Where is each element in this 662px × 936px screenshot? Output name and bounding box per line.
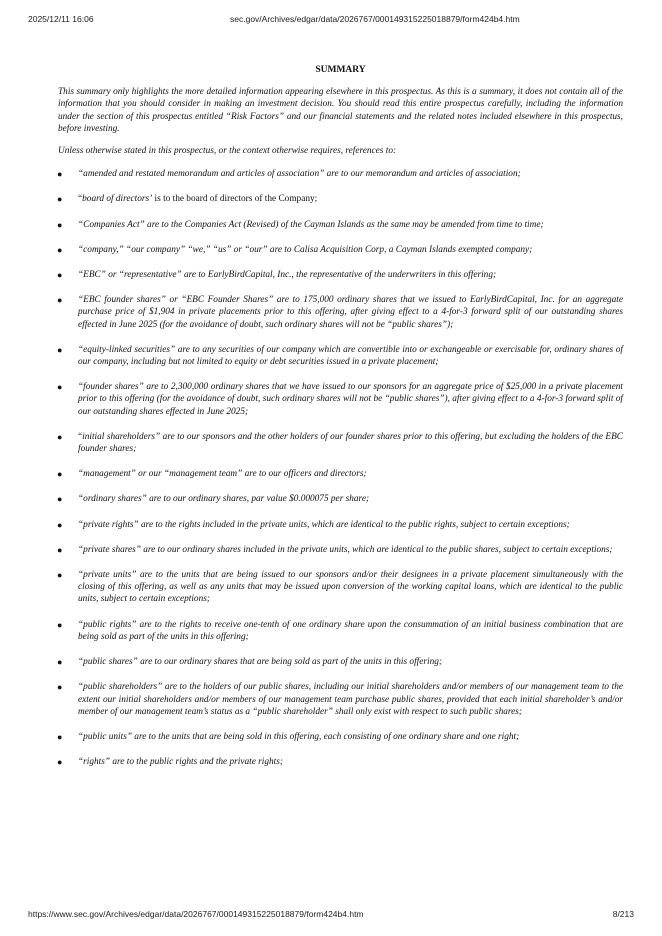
bullet-icon: ● [57,194,63,205]
list-item [58,493,623,505]
list-item [58,431,623,455]
list-item [58,519,623,531]
bullet-icon: ● [57,757,63,768]
definition-open-quote: “ [78,431,83,442]
bullet-icon: ● [57,244,63,255]
list-item [58,468,623,480]
definition-text: “public shares” are to our ordinary shares that are being sold as part of the units in this offering; [78,657,442,668]
definition-open-quote: “ [78,194,83,205]
bullet-icon: ● [57,570,63,581]
list-item [58,219,623,231]
list-item [58,244,623,256]
bullet-icon: ● [57,270,63,281]
list-item [58,294,623,331]
bullet-icon: ● [57,219,63,230]
bullet-icon: ● [57,382,63,393]
bullet-icon: ● [57,431,63,442]
list-item [58,656,623,668]
bullet-icon: ● [57,731,63,742]
definition-text: “amended and restated memorandum and articles of association” are to our memorandum and articles of association; [78,169,521,180]
definition-text: ” are to our sponsors and the other holders of our founder shares prior to this offering, but excluding the holders of the EBC founder shares; [78,431,623,455]
print-footer-url[interactable]: https://www.sec.gov/Archives/edgar/data/2026767/000149315225018879/form424b4.htm [28,909,364,919]
definition-term: initial shareholders [82,431,156,442]
list-item [58,619,623,643]
print-datetime: 2025/12/11 16:06 [28,14,94,24]
bullet-icon: ● [57,657,63,668]
definition-text: “company,” “our company” “we,” “us” or “our” are to Calisa Acquisition Corp, a Cayman Islands exempted company; [78,244,533,255]
definition-text: “public units” are to the units that are being sold in this offering, each consisting of one ordinary share and one right; [78,731,520,742]
bullet-icon: ● [57,469,63,480]
definition-text: “private units” are to the units that are being issued to our sponsors and/or their designees in a private placement simultaneously with the closing of this offering, as well as any units that may be issued upon conversion of the working capital loans, which are identical to the public units, subject to certain exceptions; [78,570,623,605]
definition-text: “rights” are to the public rights and the private rights; [78,757,283,768]
definition-text: “EBC founder shares” or “EBC Founder Shares” are to 175,000 ordinary shares that we issued to EarlyBirdCapital, Inc. for an aggregate purchase price of $1,904 in private placements prior to this offering, after giving effect to a 4-for-3 forward split of our outstanding shares effected in June 2025 (for the avoidance of doubt, such ordinary shares will not be “public shares”); [78,295,623,330]
document-body [58,64,623,781]
list-item [58,193,623,205]
list-item [58,756,623,768]
bullet-icon: ● [57,169,63,180]
bullet-icon: ● [57,494,63,505]
bullet-icon: ● [57,295,63,306]
definition-text: “Companies Act” are to the Companies Act (Revised) of the Cayman Islands as the same may be amended from time to time; [78,219,544,230]
definition-text: “private rights” are to the rights included in the private units, which are identical to the public rights, subject to certain exceptions; [78,519,570,530]
page-number: 8/213 [612,909,634,919]
definition-text: “founder shares” are to 2,300,000 ordinary shares that we have issued to our sponsors for an aggregate price of $25,000 in a private placement prior to this offering (for the avoidance of doubt, such ordinary shares will not be “public shares”), after giving effect to a 4-for-3 forward split of our outstanding shares effected in June 2025; [78,382,623,417]
bullet-icon: ● [57,544,63,555]
print-header-url[interactable]: sec.gov/Archives/edgar/data/2026767/000149315225018879/form424b4.htm [230,14,520,24]
browser-print-footer [28,909,634,921]
references-lead: Unless otherwise stated in this prospectus, or the context otherwise requires, references to: [58,146,397,157]
bullet-icon: ● [57,519,63,530]
list-item [58,731,623,743]
definition-text: “ordinary shares” are to our ordinary shares, par value $0.000075 per share; [78,494,370,505]
browser-print-header [28,14,634,26]
definitions-list [58,168,623,768]
definition-text: “management” or our “management team” are to our officers and directors; [78,469,367,480]
definition-term: board of directors’ [82,194,153,205]
list-item [58,381,623,418]
definition-text: “equity-linked securities” are to any securities of our company which are convertible into or exchangeable or exercisable for, ordinary shares of our company, including but not limited to equity or debt securities issued in a private placement; [78,344,623,368]
bullet-icon: ● [57,682,63,693]
list-item [58,269,623,281]
definition-text: is to the board of directors of the Company; [152,194,318,205]
definition-text: “public rights” are to the rights to receive one-tenth of one ordinary share upon the consummation of an initial business combination that are being sold as part of the units in this offering; [78,619,623,642]
definition-text: “EBC” or “representative” are to EarlyBirdCapital, Inc., the representative of the underwriters in this offering; [78,270,497,281]
definition-text: “private shares” are to our ordinary shares included in the private units, which are identical to the public shares, subject to certain exceptions; [78,544,613,555]
list-item [58,168,623,180]
bullet-icon: ● [57,619,63,630]
definition-text: “public shareholders” are to the holders of our public shares, including our initial shareholders and/or members of our management team to the extent our initial shareholders and/or members of our management team purchase public shares, provided that each initial shareholder’s and/or member of our management team’s status as a “public shareholder” shall only exist with respect to such public shares; [78,682,623,717]
section-title: SUMMARY [315,65,366,75]
list-item [58,544,623,556]
list-item [58,681,623,718]
intro-paragraph: This summary only highlights the more detailed information appearing elsewhere in this prospectus. As this is a summary, it does not contain all of the information that you should consider in making an investment decision. You should read this entire prospectus carefully, including the information under the section of this prospectus entitled “Risk Factors” and our financial statements and the related notes included elsewhere in this prospectus, before investing. [58,87,623,134]
bullet-icon: ● [57,344,63,355]
list-item [58,344,623,368]
list-item [58,569,623,606]
